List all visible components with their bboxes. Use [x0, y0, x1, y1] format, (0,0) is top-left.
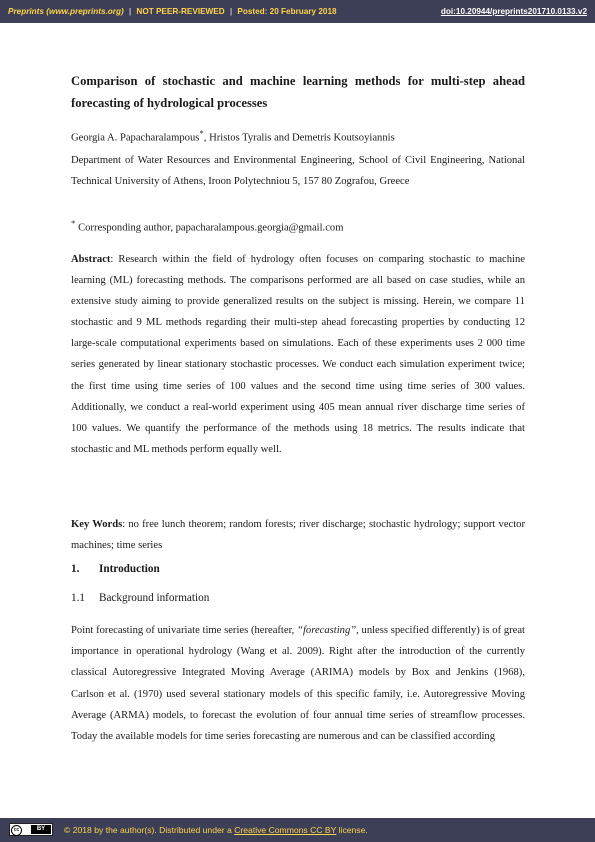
- subsection-title: Background information: [99, 592, 210, 604]
- keywords: [71, 514, 525, 556]
- header-separator: |: [229, 7, 233, 16]
- by-icon: BY: [31, 825, 51, 834]
- paper-title: Comparison of stochastic and machine learning methods for multi-step ahead forecasting of hydrological processes: [71, 74, 525, 110]
- header-info: [8, 7, 337, 16]
- corresponding-mark: *: [199, 128, 204, 138]
- license-link[interactable]: Creative Commons CC BY: [234, 825, 337, 835]
- subsection-number: 1.1: [71, 592, 85, 604]
- section-heading: [71, 563, 160, 575]
- keywords-text: : no free lunch theorem; random forests; river discharge; stochastic hydrology; support vector machines; time series: [71, 519, 525, 551]
- abstract-label: Abstract: [71, 254, 111, 265]
- author-list: [71, 126, 525, 146]
- section-title: Introduction: [99, 563, 160, 575]
- license-footer-bar: [0, 818, 595, 842]
- corresponding-mark: *: [71, 218, 76, 228]
- other-authors: , Hristos Tyralis and Demetris Koutsoyiannis: [203, 132, 395, 144]
- license-text: [64, 825, 368, 835]
- keywords-label: Key Words: [71, 519, 123, 530]
- preprints-link[interactable]: Preprints (www.preprints.org): [8, 7, 124, 16]
- review-status: NOT PEER-REVIEWED: [136, 7, 225, 16]
- paragraph-emphasis: “forecasting”: [297, 625, 357, 636]
- posted-date: Posted: 20 February 2018: [237, 7, 337, 16]
- corresponding-email: Corresponding author, papacharalampous.georgia@gmail.com: [75, 222, 344, 234]
- paragraph-text-start: Point forecasting of univariate time series (hereafter,: [71, 625, 298, 636]
- copyright-text: © 2018 by the author(s). Distributed under a: [64, 825, 235, 835]
- paragraph-text-rest: , unless specified differently) is of great importance in operational hydrology (Wang et al. 2009). Right after the introduction of the currently classical Autoregressive Integrated Moving Average (ARIMA) models by Box and Jenkins (1968), Carlson et al. (1970) used several stationary models of this specific family, i.e. Autoregressive Moving Average (ARMA) models, to forecast the evolution of four annual time series of streamflow processes. Today the available models for time series forecasting are numerous and can be classified according: [71, 625, 526, 743]
- first-author: Georgia A. Papacharalampous: [71, 132, 200, 144]
- abstract: [71, 249, 525, 460]
- abstract-text: : Research within the field of hydrology often focuses on comparing stochastic to machine learning (ML) forecasting methods. The comparisons performed are all based on case studies, while an extensive study aiming to provide generalized results on the subject is missing. Herein, we compare 11 stochastic and 9 ML methods regarding their multi-step ahead forecasting properties by conducting 12 large-scale computational experiments based on simulations. Each of these experiments uses 2 000 time series generated by linear stationary stochastic processes. We conduct each simulation experiment twice; the first time using time series of 100 values and the second time using time series of 300 values. Additionally, we conduct a real-world experiment using 405 mean annual river discharge time series of 100 values. We quantify the performance of the methods using 18 metrics. The results indicate that stochastic and ML methods perform equally well.: [71, 254, 525, 455]
- preprint-header-bar: [0, 0, 595, 23]
- doi-link[interactable]: doi:10.20944/preprints201710.0133.v2: [440, 7, 587, 16]
- license-suffix: license.: [336, 825, 368, 835]
- affiliation: Department of Water Resources and Environmental Engineering, School of Civil Engineering, National Technical University of Athens, Iroon Polytechniou 5, 157 80 Zografou, Greece: [71, 155, 525, 187]
- cc-icon: cc: [11, 825, 22, 836]
- header-separator: |: [128, 7, 132, 16]
- subsection-heading: [71, 592, 209, 604]
- cc-by-license-badge[interactable]: [9, 823, 53, 836]
- body-paragraph: [71, 620, 525, 747]
- section-number: 1.: [71, 563, 80, 575]
- corresponding-author: [71, 216, 525, 236]
